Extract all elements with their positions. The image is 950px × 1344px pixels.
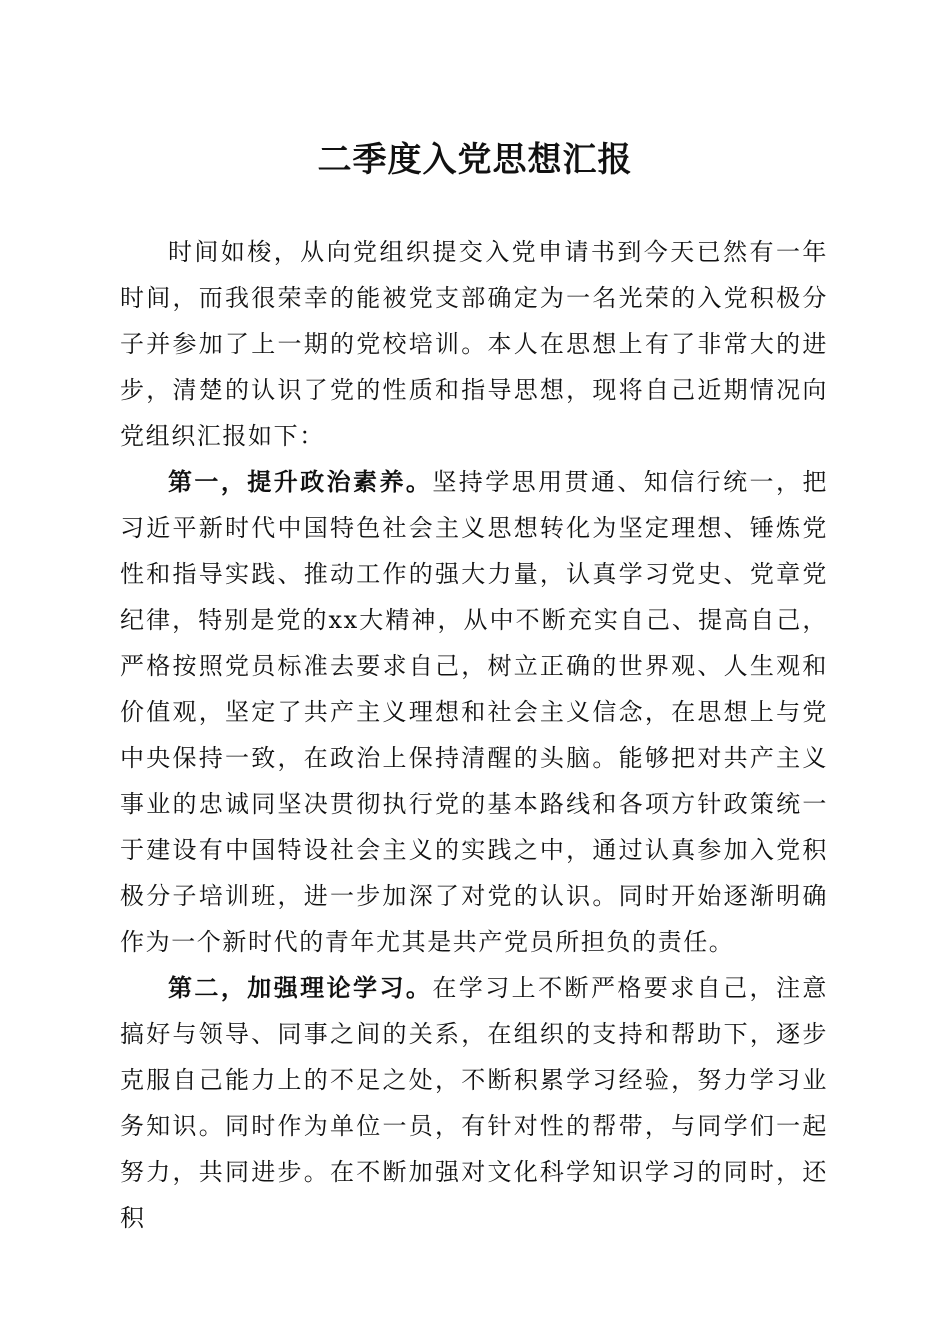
section-heading: 第二，加强理论学习。: [168, 973, 433, 1002]
paragraph-text: 在学习上不断严格要求自己，注意搞好与领导、同事之间的关系，在组织的支持和帮助下，逐步克服自己能力上的不足之处，不断积累学习经验，努力学习业务知识。同时作为单位一员，有针对性的帮带，与同学们一起努力，共同进步。在不断加强对文化科学知识学习的同时，还积: [120, 974, 829, 1232]
paragraph-intro: [120, 229, 828, 459]
document-body: [120, 229, 828, 1241]
document-title: 二季度入党思想汇报: [317, 140, 633, 180]
paragraph-section-1: [120, 459, 828, 965]
paragraph-text: 坚持学思用贯通、知信行统一，把习近平新时代中国特色社会主义思想转化为坚定理想、锤炼党性和指导实践、推动工作的强大力量，认真学习党史、党章党纪律，特别是党的xx大精神，从中不断充实自己、提高自己，严格按照党员标准去要求自己，树立正确的世界观、人生观和价值观，坚定了共产主义理想和社会主义信念，在思想上与党中央保持一致，在政治上保持清醒的头脑。能够把对共产主义事业的忠诚同坚决贯彻执行党的基本路线和各项方针政策统一于建设有中国特设社会主义的实践之中，通过认真参加入党积极分子培训班，进一步加深了对党的认识。同时开始逐渐明确作为一个新时代的青年尤其是共产党员所担负的责任。: [120, 468, 829, 956]
paragraph-text: 时间如梭，从向党组织提交入党申请书到今天已然有一年时间，而我很荣幸的能被党支部确定为一名光荣的入党积极分子并参加了上一期的党校培训。本人在思想上有了非常大的进步，清楚的认识了党的性质和指导思想，现将自己近期情况向党组织汇报如下：: [120, 238, 828, 450]
paragraph-section-2: [120, 965, 828, 1241]
section-heading: 第一，提升政治素养。: [168, 467, 433, 496]
